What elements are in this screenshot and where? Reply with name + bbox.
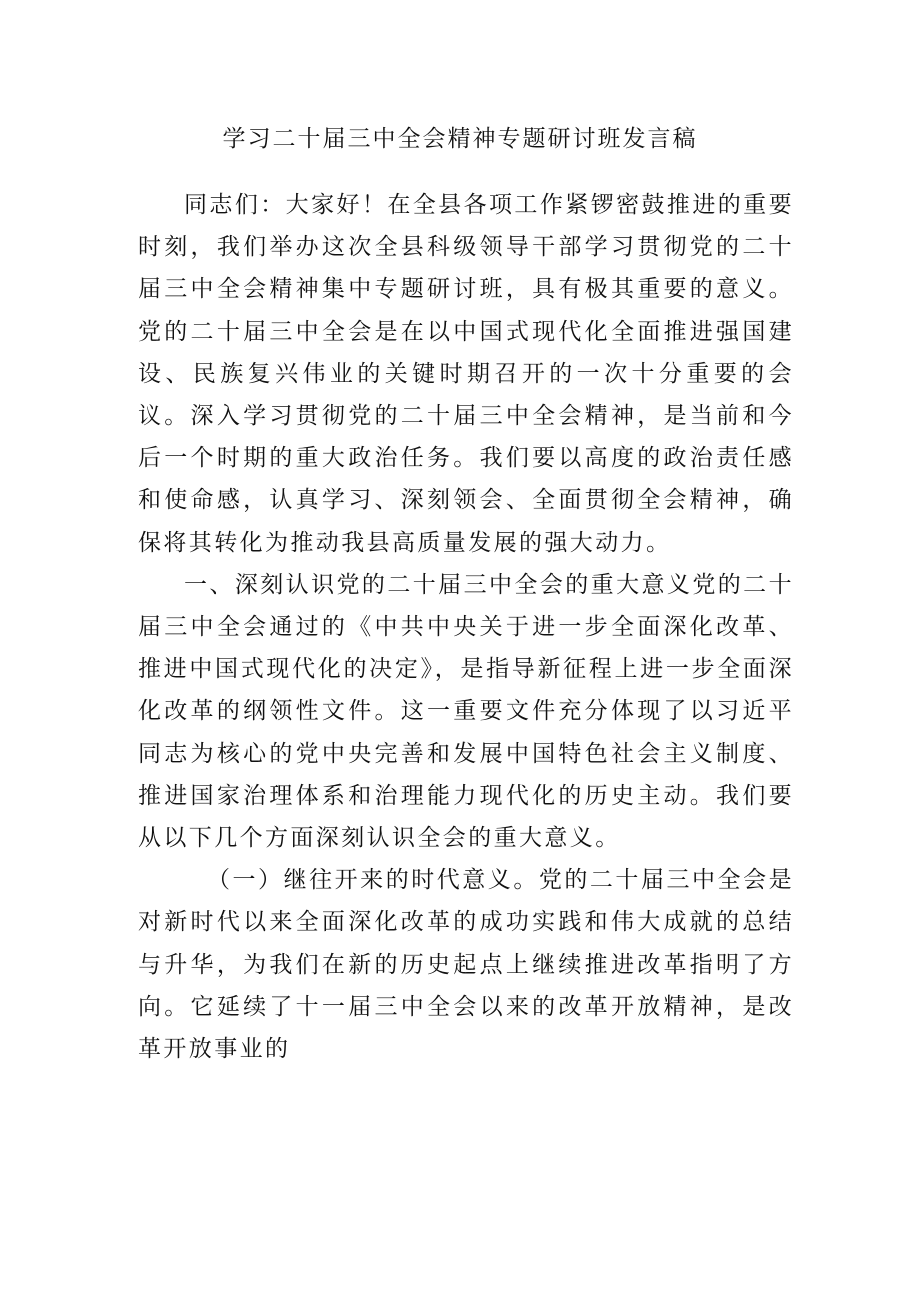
paragraph-subsection-one: （一）继往开来的时代意义。党的二十届三中全会是对新时代以来全面深化改革的成功实践和伟大成就的总结与升华，为我们在新的历史起点上继续推进改革指明了方向。它延续了十一届三中全会以来的改革开放精神，是改革开放事业的 — [138, 867, 794, 1063]
paragraph-section-one: 一、深刻认识党的二十届三中全会的重大意义党的二十届三中全会通过的《中共中央关于进一步全面深化改革、推进中国式现代化的决定》，是指导新征程上进一步全面深化改革的纲领性文件。这一重要文件充分体现了以习近平同志为核心的党中央完善和发展中国特色社会主义制度、推进国家治理体系和治理能力现代化的历史主动。我们要从以下几个方面深刻认识全会的重大意义。 — [138, 571, 794, 852]
document-body — [138, 184, 794, 1070]
paragraph-greeting: 同志们：大家好！在全县各项工作紧锣密鼓推进的重要时刻，我们举办这次全县科级领导干部学习贯彻党的二十届三中全会精神集中专题研讨班，具有极其重要的意义。党的二十届三中全会是在以中国式现代化全面推进强国建设、民族复兴伟业的关键时期召开的一次十分重要的会议。深入学习贯彻党的二十届三中全会精神，是当前和今后一个时期的重大政治任务。我们要以高度的政治责任感和使命感，认真学习、深刻领会、全面贯彻全会精神，确保将其转化为推动我县高质量发展的强大动力。 — [138, 192, 794, 556]
document-title: 学习二十届三中全会精神专题研讨班发言稿 — [222, 126, 698, 152]
